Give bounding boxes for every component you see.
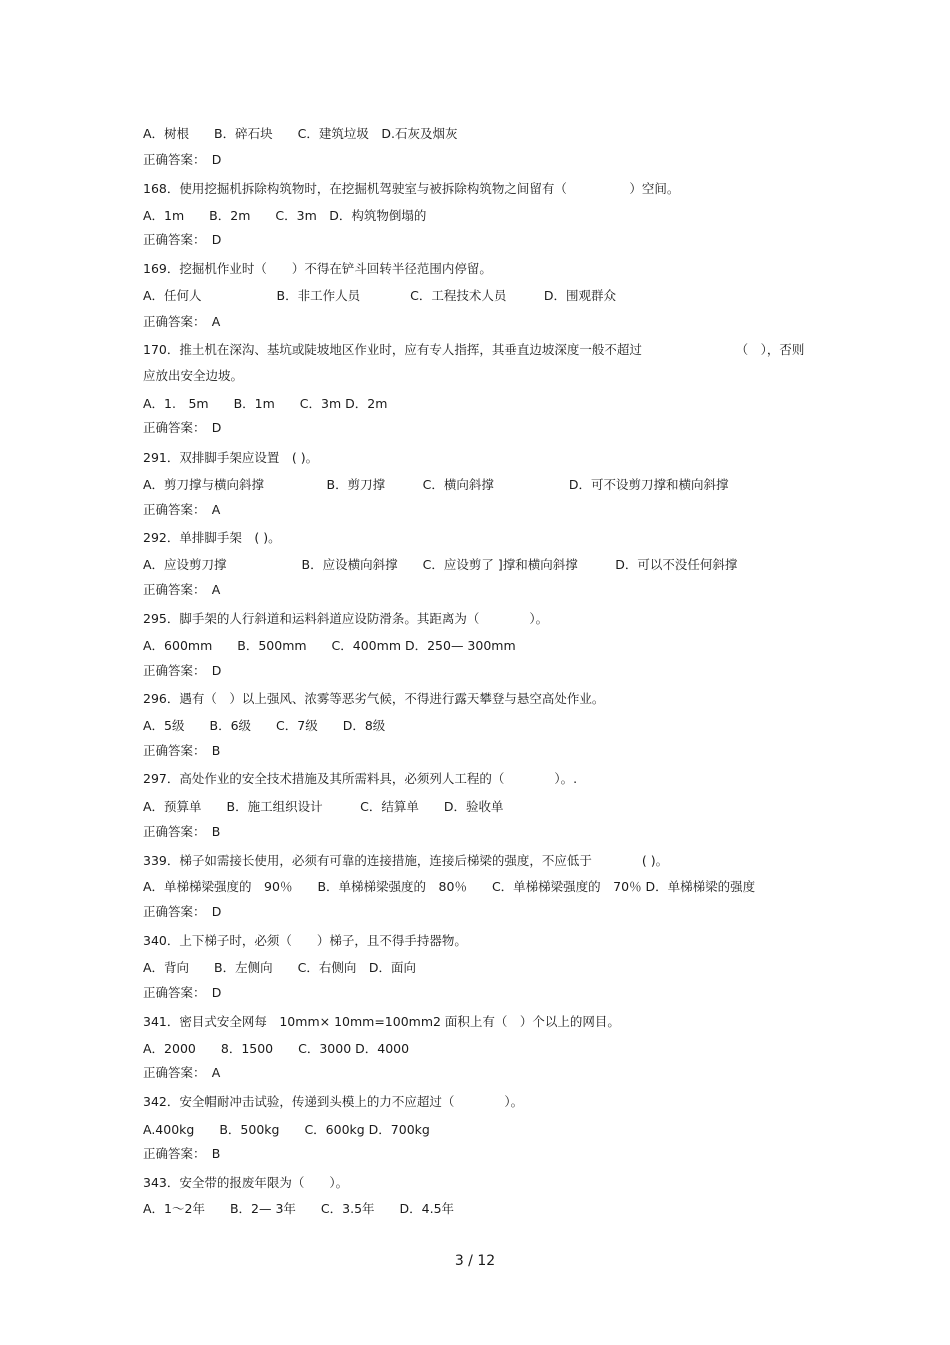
- option-line: A．背向 B．左侧向 C．右侧向 D．面向: [143, 960, 416, 975]
- question-341: 341．密目式安全网每 10mm× 10mm=100mm2 面积上有（ ）个以上的网目。: [143, 1014, 620, 1029]
- option-line: A.400kg B．500kg C．600kg D．700kg: [143, 1122, 430, 1137]
- answer-line: 正确答案： D: [143, 904, 222, 919]
- answer-line: 正确答案： D: [143, 232, 222, 247]
- question-339: 339．梯子如需接长使用，必须有可靠的连接措施，连接后梯梁的强度，不应低于 ( )。: [143, 853, 669, 868]
- option-line: A．1m B．2m C．3m D．构筑物倒塌的: [143, 208, 427, 223]
- question-168: 168．使用挖掘机拆除构筑物时，在挖掘机驾驶室与被拆除构筑物之间留有（ ）空间。: [143, 181, 680, 196]
- question-170-continued: 应放出安全边坡。: [143, 368, 244, 383]
- answer-line: 正确答案： A: [143, 1065, 221, 1080]
- option-line: A．1. 5m B．1m C．3m D．2m: [143, 396, 388, 411]
- question-342: 342．安全帽耐冲击试验，传递到头模上的力不应超过（ ）。: [143, 1094, 524, 1109]
- answer-line: 正确答案： A: [143, 582, 221, 597]
- answer-line: 正确答案： B: [143, 824, 221, 839]
- question-291: 291．双排脚手架应设置 ( )。: [143, 450, 319, 465]
- answer-line: 正确答案： A: [143, 314, 221, 329]
- option-line: A．单梯梯梁强度的 90％ B．单梯梯梁强度的 80％ C．单梯梯梁强度的 70％ D．单梯梯梁的强度: [143, 879, 756, 894]
- option-line: A．600mm B．500mm C．400mm D．250— 300mm: [143, 638, 516, 653]
- question-296: 296．遇有（ ）以上强风、浓雾等恶劣气候，不得进行露天攀登与悬空高处作业。: [143, 691, 605, 706]
- answer-line: 正确答案： D: [143, 420, 222, 435]
- option-line: A．1～2年 B．2— 3年 C．3.5年 D．4.5年: [143, 1201, 455, 1216]
- option-line: A．任何人 B．非工作人员 C．工程技术人员 D．围观群众: [143, 288, 616, 303]
- option-line: A．树根 B．碎石块 C．建筑垃圾 D.石灰及烟灰: [143, 126, 458, 141]
- question-343: 343．安全带的报废年限为（ ）。: [143, 1175, 349, 1190]
- answer-line: 正确答案： B: [143, 743, 221, 758]
- question-292: 292．单排脚手架 ( )。: [143, 530, 281, 545]
- answer-line: 正确答案： B: [143, 1146, 221, 1161]
- option-line: A．应设剪刀撑 B．应设横向斜撑 C．应设剪了 ]撑和横向斜撑 D．可以不没任何斜撑: [143, 557, 738, 572]
- answer-line: 正确答案： D: [143, 663, 222, 678]
- option-line: A．5级 B．6级 C．7级 D．8级: [143, 718, 386, 733]
- page-number: 3 / 12: [454, 1253, 496, 1269]
- question-297: 297．高处作业的安全技术措施及其所需料具，必须列人工程的（ ）。.: [143, 771, 578, 786]
- option-line: A．2000 8．1500 C．3000 D．4000: [143, 1041, 410, 1056]
- question-169: 169．挖掘机作业时（ ）不得在铲斗回转半径范围内停留。: [143, 261, 492, 276]
- question-170: 170．推土机在深沟、基坑或陡坡地区作业时，应有专人指挥，其垂直边坡深度一般不超过 （ ），否则: [143, 342, 805, 357]
- answer-line: 正确答案： A: [143, 502, 221, 517]
- question-340: 340．上下梯子时，必须（ ）梯子，且不得手持器物。: [143, 933, 467, 948]
- option-line: A．剪刀撑与横向斜撑 B．剪刀撑 C．横向斜撑 D．可不设剪刀撑和横向斜撑: [143, 477, 729, 492]
- question-295: 295．脚手架的人行斜道和运料斜道应设防滑条。其距离为（ ）。: [143, 611, 549, 626]
- answer-line: 正确答案： D: [143, 985, 222, 1000]
- answer-line: 正确答案： D: [143, 152, 222, 167]
- option-line: A．预算单 B．施工组织设计 C．结算单 D．验收单: [143, 799, 504, 814]
